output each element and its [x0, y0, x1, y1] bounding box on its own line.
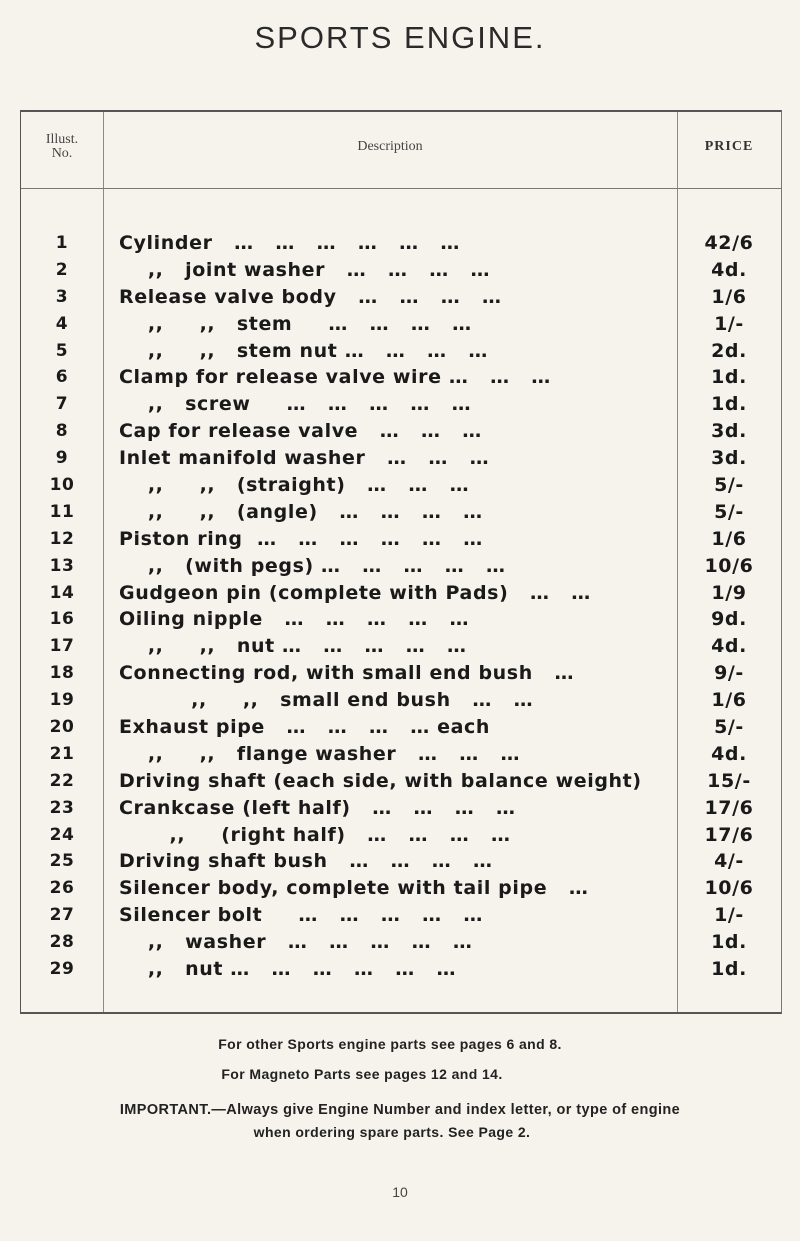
table-row: [21, 848, 781, 875]
row-number: 14: [49, 582, 75, 603]
row-price: 1/6: [711, 527, 747, 550]
table-row: [21, 795, 781, 822]
row-description: ,, joint washer … … … …: [119, 258, 491, 281]
row-number: 6: [55, 367, 69, 388]
table-row: [21, 580, 781, 607]
row-price: 4/-: [714, 850, 744, 873]
row-price: 1/6: [711, 285, 747, 308]
row-number: 29: [49, 959, 75, 980]
table-row: [21, 741, 781, 768]
parts-table: [20, 110, 782, 1014]
row-price: 4d.: [711, 258, 747, 281]
row-price: 4d.: [711, 742, 747, 765]
row-number: 9: [55, 448, 69, 469]
table-row: [21, 499, 781, 526]
row-price: 3d.: [711, 420, 747, 443]
table-row: [21, 902, 781, 929]
table-row: [21, 284, 781, 311]
table-row: [21, 338, 781, 365]
header-divider: [21, 188, 781, 189]
row-description: ,, ,, stem nut … … … …: [119, 339, 489, 362]
row-price: 5/-: [714, 716, 744, 739]
row-number: 10: [49, 475, 75, 496]
table-row: [21, 633, 781, 660]
row-number: 20: [49, 717, 75, 738]
table-row: [21, 768, 781, 795]
table-row: [21, 526, 781, 553]
row-price: 1/9: [711, 581, 747, 604]
row-description: Exhaust pipe … … … … each: [119, 716, 491, 739]
header-illust-no: Illust. No.: [45, 132, 79, 161]
table-row: [21, 472, 781, 499]
note-magneto: For Magneto Parts see pages 12 and 14.: [221, 1066, 503, 1082]
row-number: 13: [49, 555, 75, 576]
row-description: ,, ,, (angle) … … … …: [119, 500, 483, 523]
row-price: 1d.: [711, 393, 747, 416]
row-number: 25: [49, 851, 75, 872]
row-price: 5/-: [714, 500, 744, 523]
row-number: 21: [49, 743, 75, 764]
row-price: 1d.: [711, 366, 747, 389]
row-description: Clamp for release valve wire … … …: [119, 366, 551, 389]
page-title: SPORTS ENGINE.: [254, 20, 546, 55]
row-description: Crankcase (left half) … … … …: [119, 796, 516, 819]
row-number: 28: [49, 932, 75, 953]
row-price: 10/6: [704, 877, 754, 900]
table-body: [21, 230, 781, 983]
row-description: Connecting rod, with small end bush …: [119, 662, 575, 685]
table-row: [21, 553, 781, 580]
table-row: [21, 445, 781, 472]
row-price: 5/-: [714, 474, 744, 497]
row-price: 1/-: [714, 312, 744, 335]
row-price: 4d.: [711, 635, 747, 658]
row-price: 1/-: [714, 904, 744, 927]
row-description: Gudgeon pin (complete with Pads) … …: [119, 581, 591, 604]
row-description: Silencer bolt … … … … …: [119, 904, 483, 927]
row-number: 8: [55, 421, 69, 442]
row-number: 27: [49, 905, 75, 926]
row-price: 3d.: [711, 447, 747, 470]
row-number: 7: [55, 394, 69, 415]
note-important-line1: IMPORTANT.—Always give Engine Number and index letter, or type of engine: [119, 1102, 681, 1118]
row-price: 1d.: [711, 931, 747, 954]
row-number: 17: [49, 636, 75, 657]
table-row: [21, 660, 781, 687]
table-row: [21, 606, 781, 633]
note-important-line2: when ordering spare parts. See Page 2.: [253, 1124, 531, 1140]
row-number: 11: [49, 501, 75, 522]
row-price: 9d.: [711, 608, 747, 631]
table-row: [21, 391, 781, 418]
table-row: [21, 418, 781, 445]
row-number: 16: [49, 609, 75, 630]
row-description: Inlet manifold washer … … …: [119, 447, 490, 470]
row-number: 5: [55, 340, 69, 361]
row-number: 4: [55, 313, 69, 334]
table-row: [21, 230, 781, 257]
row-description: ,, (with pegs) … … … … …: [119, 554, 506, 577]
row-number: 23: [49, 797, 75, 818]
row-price: 1/6: [711, 689, 747, 712]
table-row: [21, 822, 781, 849]
row-number: 18: [49, 663, 75, 684]
table-row: [21, 929, 781, 956]
row-number: 2: [55, 259, 69, 280]
row-price: 17/6: [704, 796, 754, 819]
page-number: 10: [392, 1184, 408, 1200]
table-row: [21, 687, 781, 714]
row-description: ,, nut … … … … … …: [119, 958, 457, 981]
row-description: Driving shaft bush … … … …: [119, 850, 493, 873]
row-price: 17/6: [704, 823, 754, 846]
row-number: 12: [49, 528, 75, 549]
row-number: 1: [55, 233, 69, 253]
row-description: ,, ,, small end bush … …: [119, 689, 534, 712]
table-row: [21, 956, 781, 983]
header-price: PRICE: [704, 139, 754, 154]
header-description: Description: [357, 139, 423, 154]
table-row: [21, 257, 781, 284]
row-number: 19: [49, 690, 75, 711]
row-description: ,, ,, stem … … … …: [119, 312, 472, 335]
table-row: [21, 364, 781, 391]
row-number: 22: [49, 770, 75, 791]
row-description: Silencer body, complete with tail pipe …: [119, 877, 589, 900]
table-row: [21, 714, 781, 741]
table-row: [21, 311, 781, 338]
row-price: 1d.: [711, 958, 747, 981]
row-price: 42/6: [704, 232, 754, 254]
row-description: ,, ,, (straight) … … …: [119, 474, 470, 497]
row-price: 9/-: [714, 662, 744, 685]
row-description: ,, washer … … … … …: [119, 931, 473, 954]
row-description: Cylinder … … … … … …: [119, 232, 461, 254]
row-description: Oiling nipple … … … … …: [119, 608, 470, 631]
row-description: Piston ring … … … … … …: [119, 527, 483, 550]
row-price: 2d.: [711, 339, 747, 362]
row-description: ,, ,, flange washer … … …: [119, 742, 521, 765]
row-description: ,, screw … … … … …: [119, 393, 472, 416]
row-number: 26: [49, 878, 75, 899]
table-row: [21, 875, 781, 902]
row-description: Driving shaft (each side, with balance weight): [119, 769, 642, 792]
row-number: 3: [55, 286, 69, 307]
row-price: 10/6: [704, 554, 754, 577]
row-description: ,, ,, nut … … … … …: [119, 635, 467, 658]
row-description: Cap for release valve … … …: [119, 420, 482, 443]
row-number: 24: [49, 824, 75, 845]
row-price: 15/-: [707, 769, 751, 792]
row-description: ,, (right half) … … … …: [119, 823, 511, 846]
note-other-parts: For other Sports engine parts see pages 6 and 8.: [218, 1036, 562, 1052]
row-description: Release valve body … … … …: [119, 285, 502, 308]
